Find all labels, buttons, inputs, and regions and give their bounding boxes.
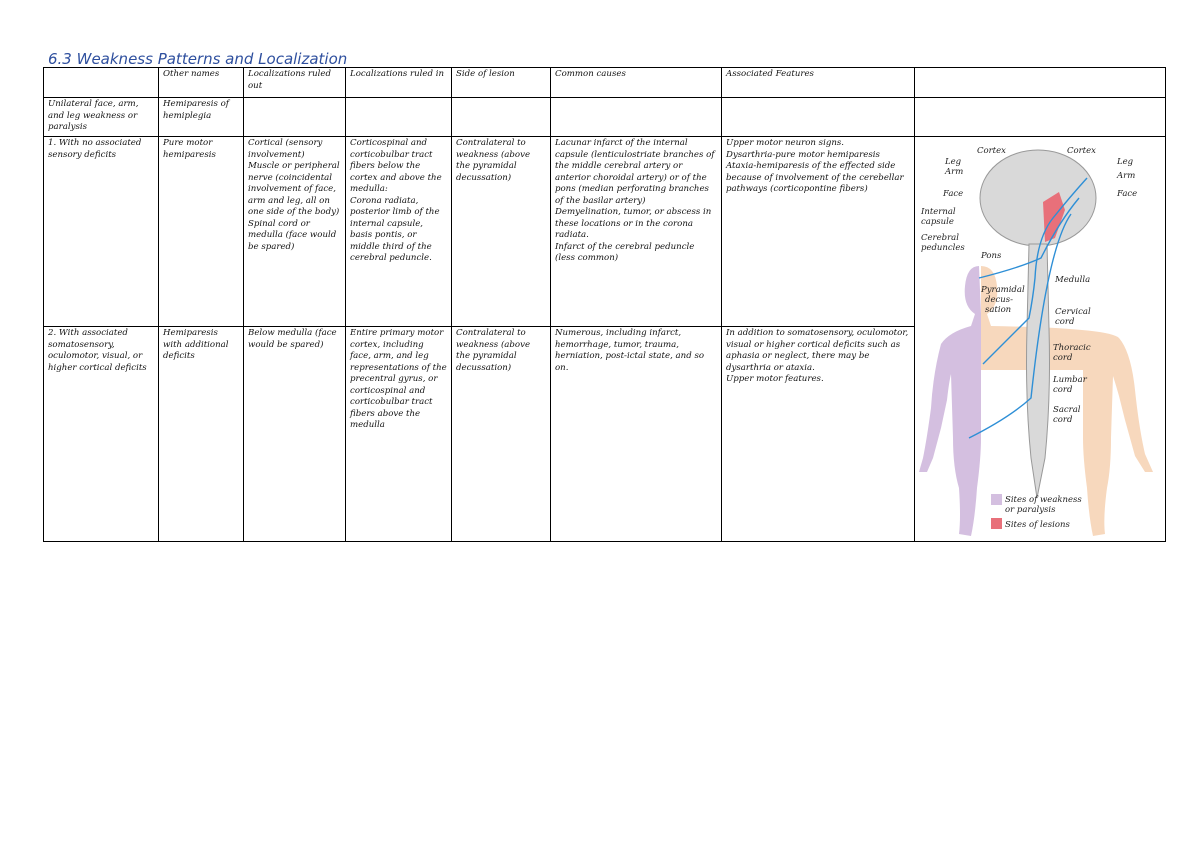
label-leg-left: Leg xyxy=(945,157,962,167)
label-lumbar-cord: Lumbar xyxy=(1053,375,1087,385)
spinal-cord-shape xyxy=(1027,244,1050,498)
label-arm-right: Arm xyxy=(1117,171,1136,181)
row2-ruled-out: Below medulla (face would be spared) xyxy=(244,327,346,542)
label-pyramidal-decussation: Pyramidal xyxy=(981,285,1025,295)
page-title: 6.3 Weakness Patterns and Localization xyxy=(48,50,348,68)
left-body-shape xyxy=(919,266,981,536)
unilateral-other-names: Hemiparesis of hemiplegia xyxy=(159,98,244,137)
label-leg-right: Leg xyxy=(1117,157,1134,167)
header-cell-blank xyxy=(44,68,159,98)
row1-side-of-lesion: Contralateral to weakness (above the pyramidal decussation) xyxy=(452,137,551,327)
header-row xyxy=(44,68,1166,98)
row1-ruled-out: Cortical (sensory involvement) Muscle or peripheral nerve (coincidental involvement of face, arm and leg, all on one side of the body) Spinal cord or medulla (face would be spared) xyxy=(244,137,346,327)
empty-cell xyxy=(722,98,915,137)
header-ruled-out: Localizations ruled out xyxy=(244,68,346,98)
unilateral-label: Unilateral face, arm, and leg weakness or paralysis xyxy=(44,98,159,137)
label-cerebral-peduncles: peduncles xyxy=(921,243,965,253)
header-side-of-lesion: Side of lesion xyxy=(452,68,551,98)
label-pyramidal-decussation: sation xyxy=(985,305,1012,315)
row2-common-causes: Numerous, including infarct, hemorrhage, tumor, trauma, herniation, post-ictal state, and so on. xyxy=(551,327,722,542)
label-internal-capsule: Internal xyxy=(921,207,956,217)
legend-lesion-label: Sites of lesions xyxy=(1005,520,1070,530)
header-ruled-in: Localizations ruled in xyxy=(346,68,452,98)
table-row-unilateral xyxy=(44,98,1166,137)
label-face-left: Face xyxy=(943,189,964,199)
label-thoracic-cord: cord xyxy=(1053,353,1073,363)
row1-label: 1. With no associated sensory deficits xyxy=(44,137,159,327)
label-face-right: Face xyxy=(1117,189,1138,199)
header-common-causes: Common causes xyxy=(551,68,722,98)
empty-cell xyxy=(915,98,1166,137)
label-cervical-cord: cord xyxy=(1055,317,1075,327)
row2-label: 2. With associated somatosensory, oculomotor, visual, or higher cortical deficits xyxy=(44,327,159,542)
label-sacral-cord: Sacral xyxy=(1053,405,1081,415)
row1-associated-features: Upper motor neuron signs. Dysarthria-pure motor hemiparesis Ataxia-hemiparesis of the effected side because of involvement of the cerebellar pathways (corticopontine fibers) xyxy=(722,137,915,327)
header-associated-features: Associated Features xyxy=(722,68,915,98)
label-cortex-right: Cortex xyxy=(1067,146,1096,156)
legend-weakness-swatch xyxy=(991,494,1002,505)
label-cerebral-peduncles: Cerebral xyxy=(921,233,959,243)
row2-associated-features: In addition to somatosensory, oculomotor, visual or higher cortical deficits such as aphasia or neglect, there may be dysarthria or ataxia. Upper motor features. xyxy=(722,327,915,542)
label-sacral-cord: cord xyxy=(1053,415,1073,425)
label-thoracic-cord: Thoracic xyxy=(1053,343,1091,353)
label-internal-capsule: capsule xyxy=(921,217,954,227)
row2-ruled-in: Entire primary motor cortex, including face, arm, and leg representations of the precentral gyrus, or corticospinal and corticobulbar tract fibers above the medulla xyxy=(346,327,452,542)
motor-pathway-figure xyxy=(919,138,1157,540)
header-cell-figure xyxy=(915,68,1166,98)
label-cortex-left: Cortex xyxy=(977,146,1006,156)
label-cervical-cord: Cervical xyxy=(1055,307,1091,317)
weakness-table xyxy=(43,67,1166,542)
legend-weakness-label: Sites of weakness xyxy=(1005,495,1082,505)
legend-lesion-swatch xyxy=(991,518,1002,529)
row2-other-names: Hemiparesis with additional deficits xyxy=(159,327,244,542)
label-lumbar-cord: cord xyxy=(1053,385,1073,395)
legend-weakness-label: or paralysis xyxy=(1005,505,1056,515)
empty-cell xyxy=(346,98,452,137)
row2-side-of-lesion: Contralateral to weakness (above the pyramidal decussation) xyxy=(452,327,551,542)
label-pons: Pons xyxy=(981,251,1002,261)
row1-other-names: Pure motor hemiparesis xyxy=(159,137,244,327)
table-row-pure-motor xyxy=(44,137,1166,327)
label-pyramidal-decussation: decus- xyxy=(985,295,1013,305)
empty-cell xyxy=(452,98,551,137)
empty-cell xyxy=(551,98,722,137)
row1-common-causes: Lacunar infarct of the internal capsule (lenticulostriate branches of the middle cerebral artery or anterior choroidal artery) or of the pons (median perforating branches of the basilar artery) Demyelination, tumor, or abscess in these locations or in the corona radiata. Infarct of the cerebral peduncle (less common) xyxy=(551,137,722,327)
figure-cell xyxy=(915,137,1166,542)
header-other-names: Other names xyxy=(159,68,244,98)
empty-cell xyxy=(244,98,346,137)
label-medulla: Medulla xyxy=(1055,275,1091,285)
row1-ruled-in: Corticospinal and corticobulbar tract fibers below the cortex and above the medulla: Corona radiata, posterior limb of the internal capsule, basis pontis, or middle third of the cerebral peduncle. xyxy=(346,137,452,327)
label-arm-left: Arm xyxy=(945,167,964,177)
